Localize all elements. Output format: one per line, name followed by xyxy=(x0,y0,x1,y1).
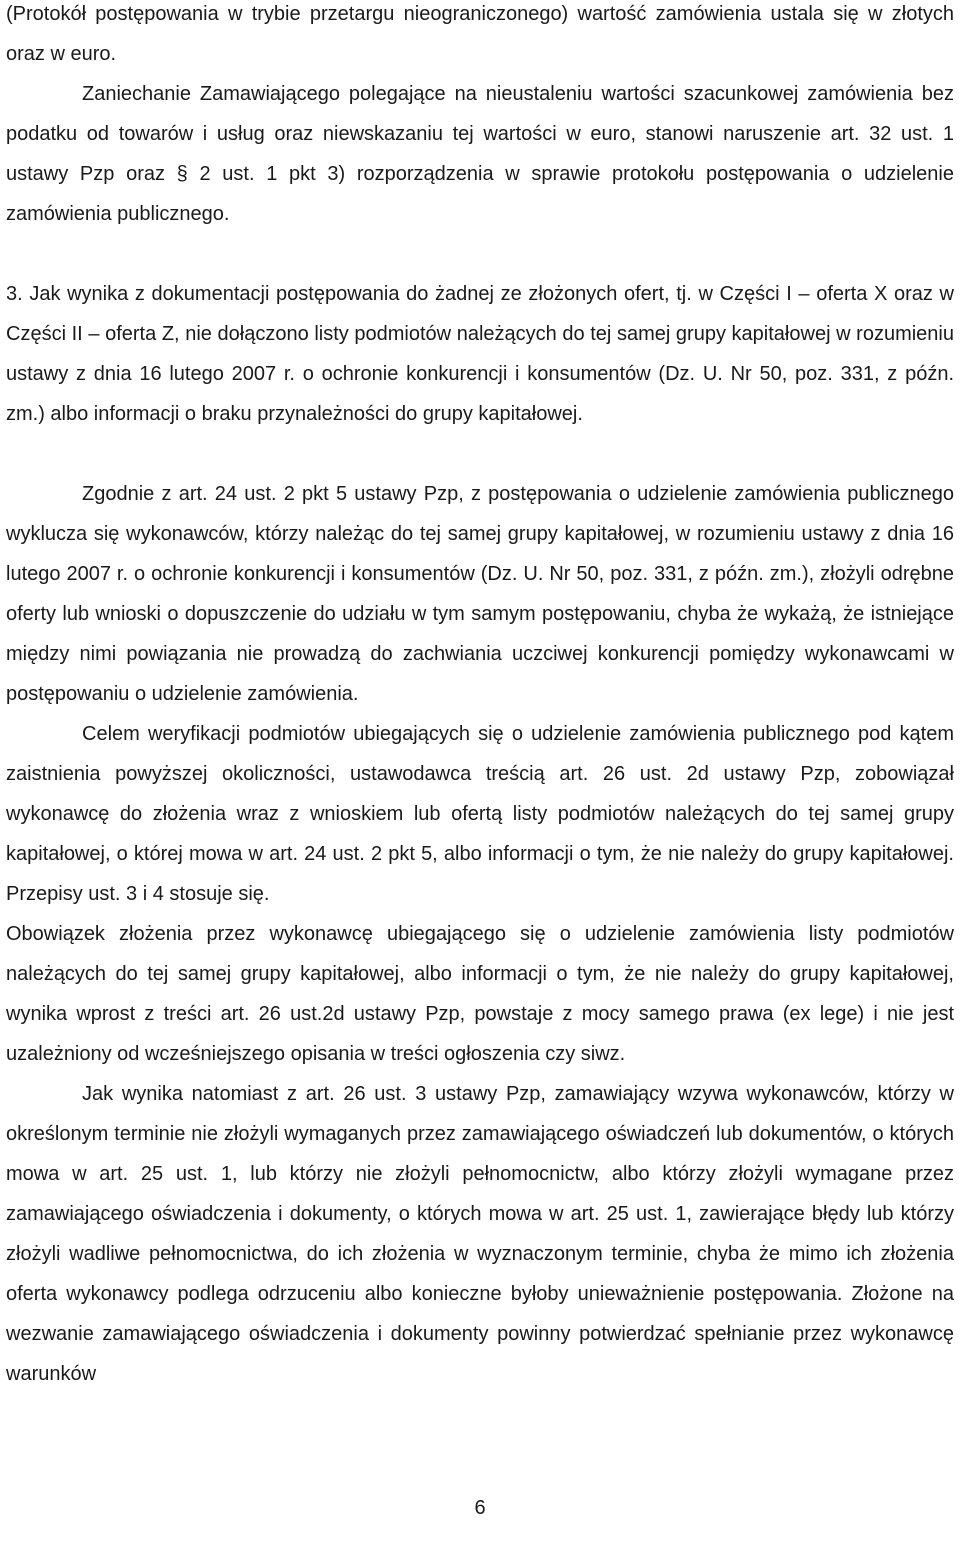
paragraph-point-3: 3. Jak wynika z dokumentacji postępowania do żadnej ze złożonych ofert, tj. w Części I – oferta X oraz w Części II – oferta Z, nie dołączono listy podmiotów należących do tej samej grupy kapitałowej w rozumieniu ustawy z dnia 16 lutego 2007 r. o ochronie konkurencji i konsumentów (Dz. U. Nr 50, poz. 331, z późn. zm.) albo informacji o braku przynależności do grupy kapitałowej. xyxy=(6,283,954,425)
paragraph-omission-violation: Zaniechanie Zamawiającego polegające na nieustaleniu wartości szacunkowej zamówienia bez podatku od towarów i usług oraz niewskazaniu tej wartości w euro, stanowi naruszenie art. 32 ust. 1 ustawy Pzp oraz § 2 ust. 1 pkt 3) rozporządzenia w sprawie protokołu postępowania o udzielenie zamówienia publicznego. xyxy=(6,83,954,225)
paragraph-art-24: Zgodnie z art. 24 ust. 2 pkt 5 ustawy Pzp, z postępowania o udzielenie zamówienia publicznego wyklucza się wykonawców, którzy należąc do tej samej grupy kapitałowej, w rozumieniu ustawy z dnia 16 lutego 2007 r. o ochronie konkurencji i konsumentów (Dz. U. Nr 50, poz. 331, z późn. zm.), złożyli odrębne oferty lub wnioski o dopuszczenie do udziału w tym samym postępowaniu, chyba że wykażą, że istniejące między nimi powiązania nie prowadzą do zachwiania uczciwej konkurencji pomiędzy wykonawcami w postępowaniu o udzielenie zamówienia. xyxy=(6,483,954,705)
paragraph-obligation: Obowiązek złożenia przez wykonawcę ubiegającego się o udzielenie zamówienia listy podmiotów należących do tej samej grupy kapitałowej, albo informacji o tym, że nie należy do grupy kapitałowej, wynika wprost z treści art. 26 ust.2d ustawy Pzp, powstaje z mocy samego prawa (ex lege) i nie jest uzależniony od wcześniejszego opisania w treści ogłoszenia czy siwz. xyxy=(6,923,954,1065)
document-page xyxy=(6,0,954,1394)
page-number: 6 xyxy=(474,1497,486,1519)
paragraph-verification: Celem weryfikacji podmiotów ubiegających się o udzielenie zamówienia publicznego pod kątem zaistnienia powyższej okoliczności, ustawodawca treścią art. 26 ust. 2d ustawy Pzp, zobowiązał wykonawcę do złożenia wraz z wnioskiem lub ofertą listy podmiotów należących do tej samej grupy kapitałowej, o której mowa w art. 24 ust. 2 pkt 5, albo informacji o tym, że nie należy do grupy kapitałowej. Przepisy ust. 3 i 4 stosuje się. xyxy=(6,723,954,905)
paragraph-protocol-value: (Protokół postępowania w trybie przetargu nieograniczonego) wartość zamówienia ustala się w złotych oraz w euro. xyxy=(6,3,954,65)
paragraph-spacer xyxy=(6,234,954,274)
paragraph-art-26: Jak wynika natomiast z art. 26 ust. 3 ustawy Pzp, zamawiający wzywa wykonawców, którzy w określonym terminie nie złożyli wymaganych przez zamawiającego oświadczeń lub dokumentów, o których mowa w art. 25 ust. 1, lub którzy nie złożyli pełnomocnictw, albo którzy złożyli wymagane przez zamawiającego oświadczenia i dokumenty, o których mowa w art. 25 ust. 1, zawierające błędy lub którzy złożyli wadliwe pełnomocnictwa, do ich złożenia w wyznaczonym terminie, chyba że mimo ich złożenia oferta wykonawcy podlega odrzuceniu albo konieczne byłoby unieważnienie postępowania. Złożone na wezwanie zamawiającego oświadczenia i dokumenty powinny potwierdzać spełnianie przez wykonawcę warunków xyxy=(6,1083,954,1385)
paragraph-spacer xyxy=(6,434,954,474)
